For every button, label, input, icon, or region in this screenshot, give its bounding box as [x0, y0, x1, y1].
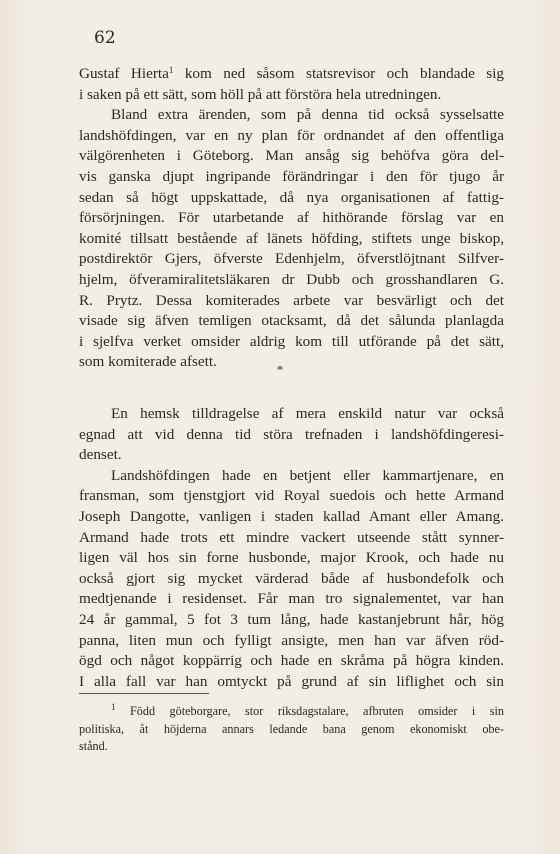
footnote-marker: 1 — [111, 702, 116, 712]
text-line: sedan så högt uppskattade, då nya organisationen af fattig- — [79, 188, 504, 206]
text-line: som komiterade afsett. — [79, 353, 217, 371]
footnote-line: stånd. — [79, 739, 108, 753]
text-line: R. Prytz. Dessa komiterades arbete var besvärligt och det — [79, 291, 504, 309]
text-line: också gjort sig mycket värderad både af husbondefolk och — [79, 569, 504, 587]
text-line: Gustaf Hierta$^1$ kom ned såsom statsrevisor och blandade sig — [79, 65, 505, 82]
text-line: vis ganska djupt ingripande förändringar i den för tjugo år — [79, 167, 504, 185]
footnote-divider — [79, 693, 209, 694]
text-line: Armand hade trots ett mindre vackert utseende stått synner- — [79, 528, 504, 546]
text-line: egnad att vid denna tid störa trefnaden i landshöfdingeresi- — [79, 425, 504, 443]
text-line: ligen väl hos sin forne husbonde, major Krook, och hade nu — [79, 549, 504, 567]
text-line: ögd och något koppärrig och hade en skråma på högra kinden. — [79, 652, 504, 670]
text-line: komité tillsatt bestående af länets höfding, stiftets unge biskop, — [79, 229, 504, 247]
text-line: postdirektör Gjers, öfverste Edenhjelm, öfverstlöjtnant Silfver- — [79, 250, 504, 268]
text-line: I alla fall var han omtyckt på grund af sin liflighet och sin — [79, 672, 504, 690]
footnote-line: $^1$ Född göteborgare, stor riksdagstalare, afbruten omsider i sin — [111, 702, 504, 718]
section-separator: * — [276, 362, 284, 377]
text-line: medtjenande i residenset. Får man tro signalementet, var han — [79, 590, 504, 608]
footnote — [79, 703, 504, 756]
footnote-line: politiska, åt höjderna annars ledande bana genom ekonomiskt obe- — [79, 721, 504, 736]
text-line: landshöfdingen, var en ny plan för ordnandet af den offentliga — [79, 126, 504, 144]
paragraph-block-1 — [79, 64, 504, 373]
text-line: försörjningen. För utarbetande af hithörande förslag var en — [79, 209, 504, 227]
text-line: En hemsk tilldragelse af mera enskild natur var också — [111, 405, 504, 422]
paragraph-block-2 — [79, 404, 504, 692]
text-line: fransman, som tjenstgjort vid Royal suedois och hette Armand — [79, 487, 504, 505]
text-line: panna, liten mun och fylligt ansigte, men han var äfven röd- — [79, 631, 504, 649]
text-line: i sjelfva verket omsider aldrig kom till utförande på det sätt, — [79, 332, 504, 350]
text-line: välgörenheten i Göteborg. Man ansåg sig behöfva göra del- — [79, 147, 504, 165]
text-line: Joseph Dangotte, vanligen i staden kallad Amant eller Amang. — [79, 507, 504, 525]
footnote-ref[interactable]: 1 — [168, 65, 174, 75]
text-line: i saken på ett sätt, som höll på att förstöra hela utredningen. — [79, 85, 442, 103]
text-line: Bland extra ärenden, som på denna tid också sysselsatte — [111, 106, 504, 124]
text-line: visade sig äfven temligen otacksamt, då det sålunda planlagda — [79, 312, 504, 330]
text-line: Landshöfdingen hade en betjent eller kammartjenare, en — [111, 466, 504, 484]
page-number: 62 — [94, 28, 116, 48]
text-line: denset. — [79, 446, 122, 464]
text-line: 24 år gammal, 5 fot 3 tum lång, hade kastanjebrunt hår, hög — [79, 610, 504, 628]
text-line: hjelm, öfveramiralitetsläkaren dr Dubb och grosshandlaren G. — [79, 270, 504, 288]
